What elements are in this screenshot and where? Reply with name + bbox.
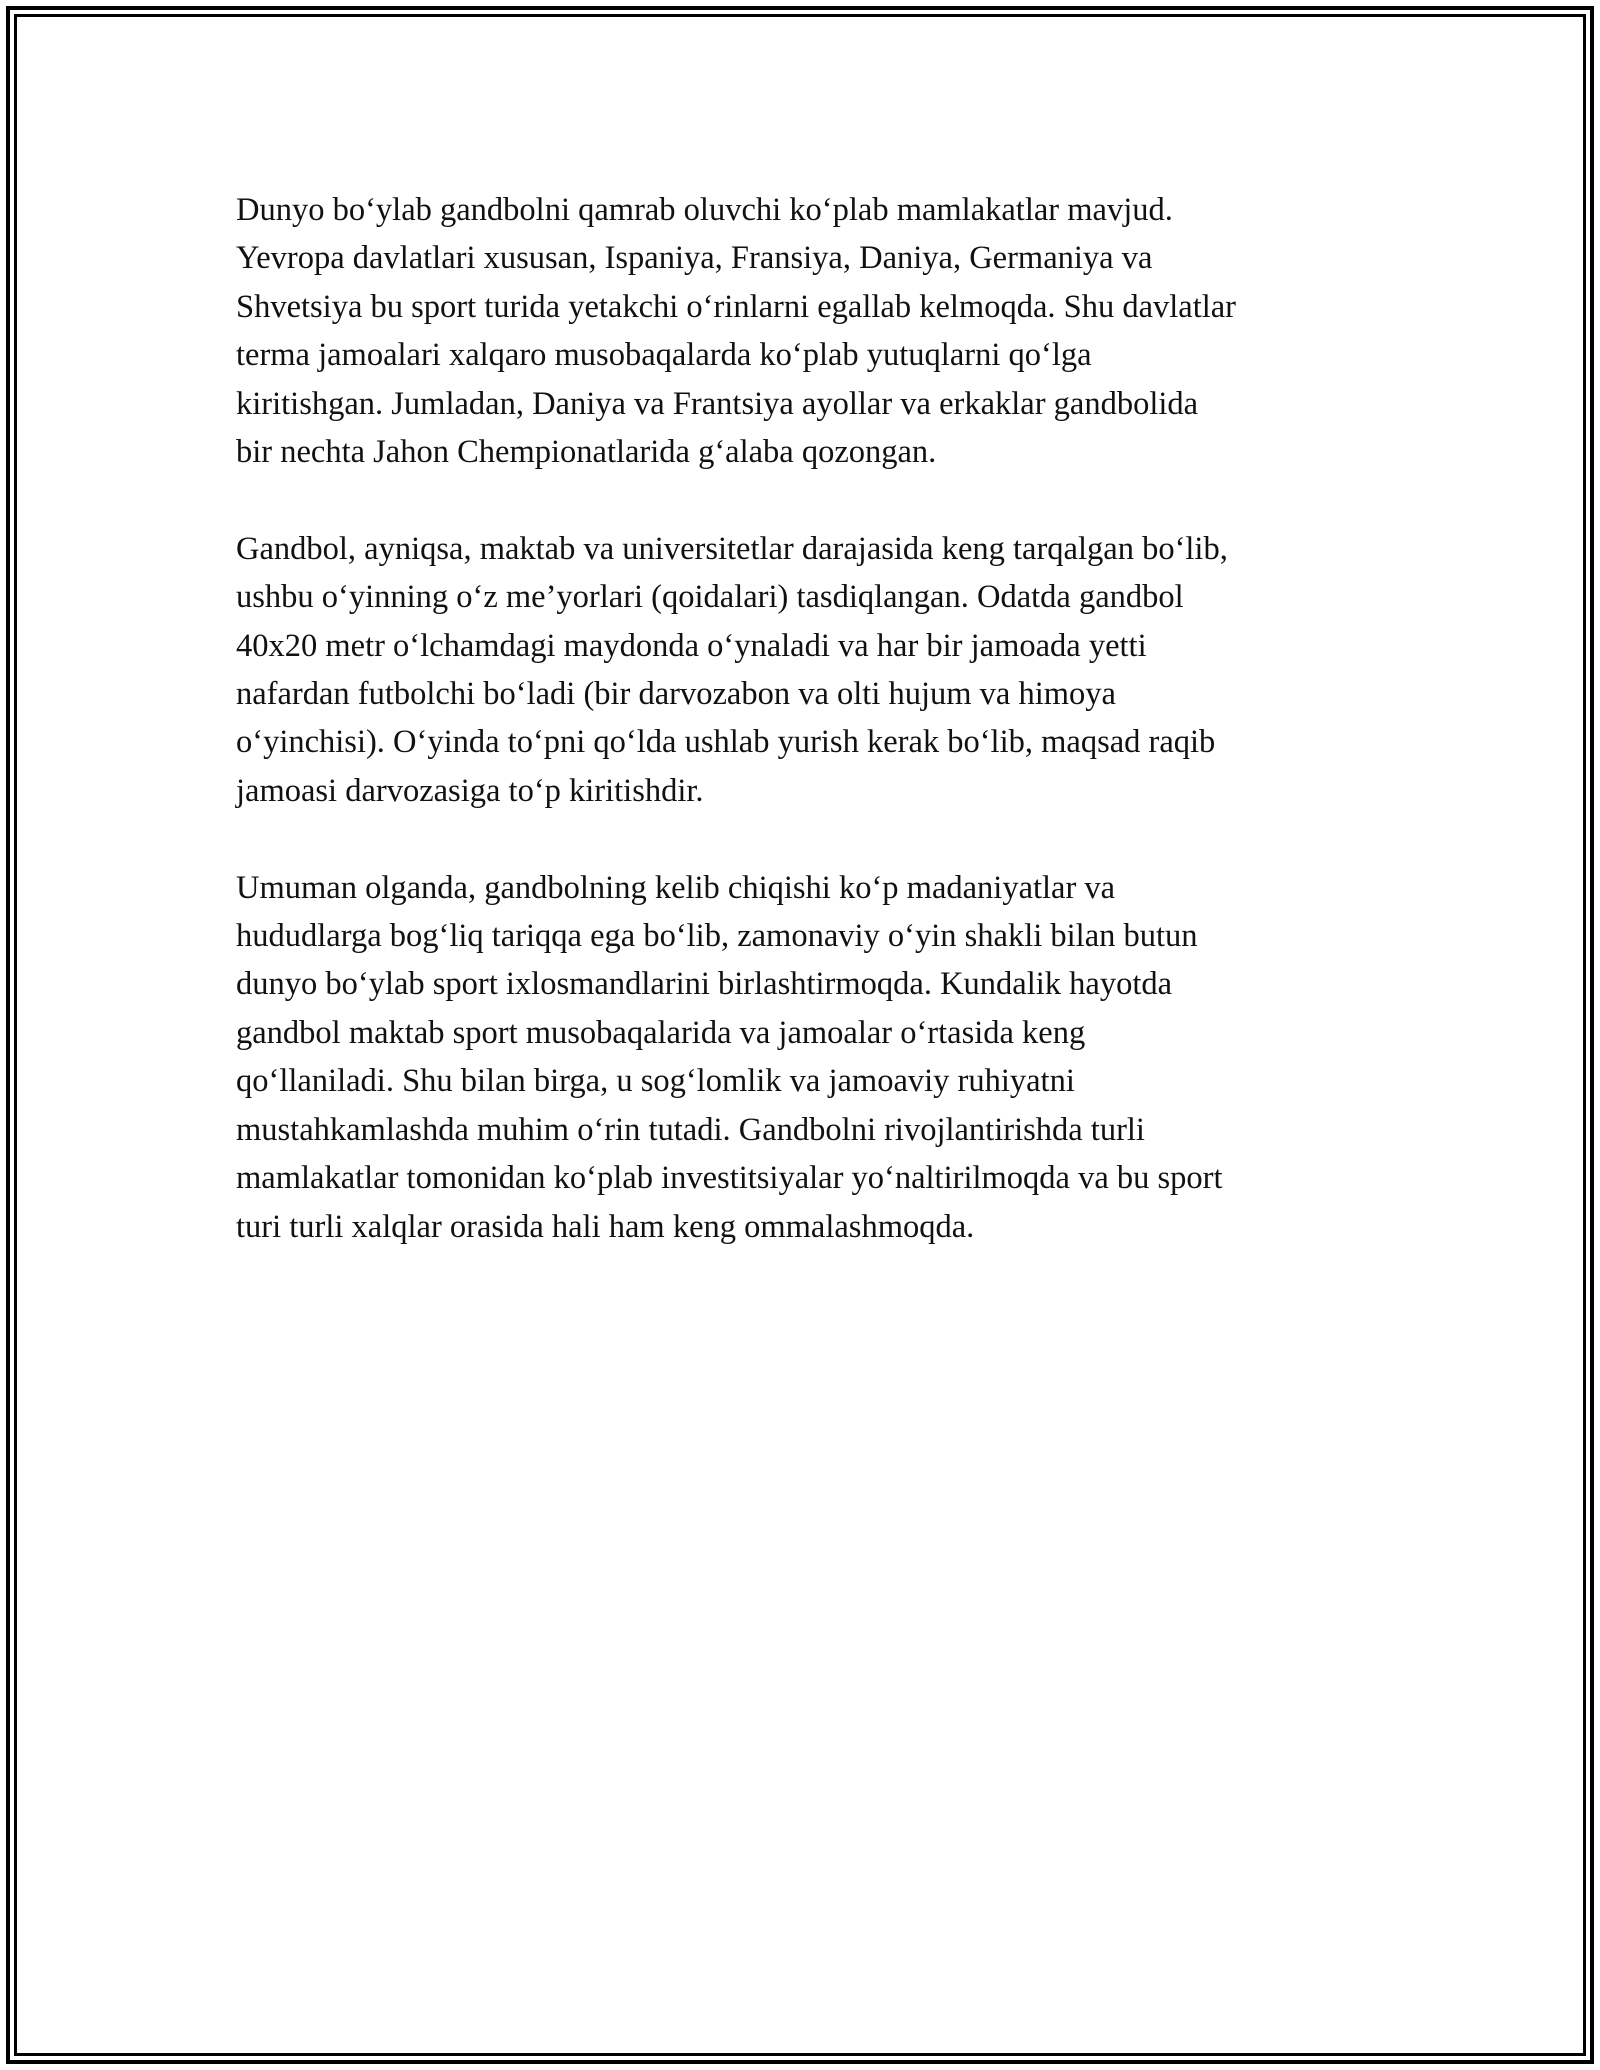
text-line: hududlarga bog‘liq tariqqa ega bo‘lib, zamonaviy o‘yin shakli bilan butun <box>236 918 1198 955</box>
document-body <box>236 186 1376 1299</box>
text-line: Dunyo bo‘ylab gandbolni qamrab oluvchi ko‘plab mamlakatlar mavjud. <box>236 192 1173 228</box>
paragraph-3 <box>236 864 1376 1251</box>
text-line: terma jamoalari xalqaro musobaqalarda ko‘plab yutuqlarni qo‘lga <box>236 337 1092 374</box>
paragraph-2 <box>236 525 1376 815</box>
text-line: Gandbol, ayniqsa, maktab va universitetlar darajasida keng tarqalgan bo‘lib, <box>236 530 1228 567</box>
text-line: Shvetsiya bu sport turida yetakchi o‘rinlarni egallab kelmoqda. Shu davlatlar <box>236 288 1237 325</box>
text-line: 40x20 metr o‘lchamdagi maydonda o‘ynaladi va har bir jamoada yetti <box>236 627 1147 664</box>
text-line: ushbu o‘yinning o‘z me’yorlari (qoidalari) tasdiqlangan. Odatda gandbol <box>236 579 1184 616</box>
text-line: kiritishgan. Jumladan, Daniya va Frantsiya ayollar va erkaklar gandbolida <box>236 385 1199 422</box>
text-line: dunyo bo‘ylab sport ixlosmandlarini birlashtirmoqda. Kundalik hayotda <box>236 966 1173 1003</box>
paragraph-1 <box>236 186 1376 476</box>
text-line: turi turli xalqlar orasida hali ham keng ommalashmoqda. <box>236 1208 975 1245</box>
text-line: o‘yinchisi). O‘yinda to‘pni qo‘lda ushlab yurish kerak bo‘lib, maqsad raqib <box>236 724 1216 761</box>
text-line: Umuman olganda, gandbolning kelib chiqishi ko‘p madaniyatlar va <box>236 869 1116 906</box>
text-line: mustahkamlashda muhim o‘rin tutadi. Gandbolni rivojlantirishda turli <box>236 1111 1145 1148</box>
text-line: mamlakatlar tomonidan ko‘plab investitsiyalar yo‘naltirilmoqda va bu sport <box>236 1160 1223 1197</box>
text-line: gandbol maktab sport musobaqalarida va jamoalar o‘rtasida keng <box>236 1014 1086 1051</box>
text-line: nafardan futbolchi bo‘ladi (bir darvozabon va olti hujum va himoya <box>236 676 1116 713</box>
text-line: Yevropa davlatlari xususan, Ispaniya, Fransiya, Daniya, Germaniya va <box>236 240 1153 277</box>
text-line: qo‘llaniladi. Shu bilan birga, u sog‘lomlik va jamoaviy ruhiyatni <box>236 1063 1075 1100</box>
text-line: bir nechta Jahon Chempionatlarida g‘alaba qozongan. <box>236 434 937 471</box>
text-line: jamoasi darvozasiga to‘p kiritishdir. <box>236 772 704 809</box>
